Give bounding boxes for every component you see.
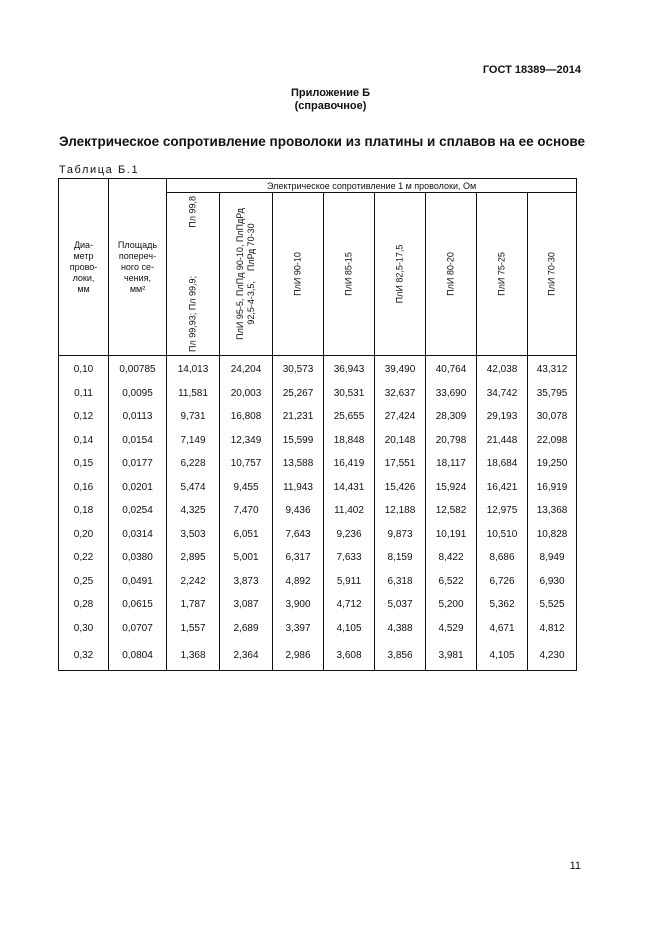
appendix-heading — [0, 87, 661, 113]
cell-area: 0,0615 — [109, 593, 167, 617]
cell-area: 0,0154 — [109, 429, 167, 453]
cell-resistance: 35,795 — [528, 382, 577, 406]
cell-resistance: 30,573 — [273, 356, 324, 382]
header-alloy-pli-955 — [220, 193, 273, 356]
header-area-line: Площадь — [117, 239, 158, 250]
cell-resistance: 4,529 — [426, 617, 477, 641]
cell-area: 0,0380 — [109, 546, 167, 570]
header-alloy-pli-955-line2: 92,5-4-3,5, ПлРд 70-30 — [246, 223, 256, 325]
cell-diameter: 0,18 — [59, 499, 109, 523]
cell-resistance: 5,200 — [426, 593, 477, 617]
table-row — [59, 570, 577, 594]
cell-resistance: 19,250 — [528, 452, 577, 476]
cell-resistance: 6,930 — [528, 570, 577, 594]
cell-resistance: 12,975 — [477, 499, 528, 523]
cell-resistance: 7,633 — [324, 546, 375, 570]
cell-resistance: 3,503 — [167, 523, 220, 547]
cell-resistance: 12,188 — [375, 499, 426, 523]
cell-resistance: 11,402 — [324, 499, 375, 523]
cell-resistance: 9,236 — [324, 523, 375, 547]
cell-resistance: 27,424 — [375, 405, 426, 429]
page-number: 11 — [569, 860, 581, 872]
cell-resistance: 9,455 — [220, 476, 273, 500]
cell-resistance: 29,193 — [477, 405, 528, 429]
cell-diameter: 0,22 — [59, 546, 109, 570]
cell-resistance: 10,510 — [477, 523, 528, 547]
cell-resistance: 13,588 — [273, 452, 324, 476]
table-row — [59, 452, 577, 476]
header-alloy-pl-right: Пл 99,8 — [187, 196, 198, 228]
cell-resistance: 18,684 — [477, 452, 528, 476]
cell-resistance: 13,368 — [528, 499, 577, 523]
cell-resistance: 1,787 — [167, 593, 220, 617]
cell-resistance: 4,325 — [167, 499, 220, 523]
header-diameter-line: мм — [77, 283, 90, 294]
cell-resistance: 4,105 — [477, 640, 528, 671]
cell-resistance: 3,397 — [273, 617, 324, 641]
header-alloy-pli-8020-text: ПлИ 80-20 — [445, 252, 456, 296]
table-row — [59, 356, 577, 382]
table-body — [59, 356, 577, 671]
cell-resistance: 5,911 — [324, 570, 375, 594]
cell-resistance: 5,001 — [220, 546, 273, 570]
cell-area: 0,0804 — [109, 640, 167, 671]
cell-resistance: 30,078 — [528, 405, 577, 429]
header-alloy-pli-9010 — [273, 193, 324, 356]
cell-resistance: 11,581 — [167, 382, 220, 406]
cell-resistance: 30,531 — [324, 382, 375, 406]
cell-resistance: 33,690 — [426, 382, 477, 406]
header-area — [109, 179, 167, 356]
header-alloy-pl — [167, 193, 220, 356]
cell-diameter: 0,10 — [59, 356, 109, 382]
cell-resistance: 17,551 — [375, 452, 426, 476]
table-row — [59, 429, 577, 453]
table-row — [59, 405, 577, 429]
appendix-subtitle: (справочное) — [294, 100, 367, 112]
cell-resistance: 20,003 — [220, 382, 273, 406]
cell-resistance: 16,419 — [324, 452, 375, 476]
header-alloy-pli-955-line1: ПлИ 95-5, ПлПд 90-10, ПлПдРд — [235, 208, 245, 340]
cell-diameter: 0,15 — [59, 452, 109, 476]
cell-resistance: 39,490 — [375, 356, 426, 382]
cell-resistance: 16,919 — [528, 476, 577, 500]
cell-diameter: 0,32 — [59, 640, 109, 671]
cell-resistance: 3,873 — [220, 570, 273, 594]
cell-diameter: 0,14 — [59, 429, 109, 453]
cell-resistance: 22,098 — [528, 429, 577, 453]
table-label: Таблица Б.1 — [59, 164, 140, 176]
table-row — [59, 546, 577, 570]
resistance-table — [58, 178, 577, 671]
cell-resistance: 1,368 — [167, 640, 220, 671]
cell-resistance: 25,655 — [324, 405, 375, 429]
header-area-line: чения, — [123, 272, 152, 283]
appendix-title: Приложение Б — [290, 87, 371, 99]
cell-resistance: 6,051 — [220, 523, 273, 547]
cell-resistance: 40,764 — [426, 356, 477, 382]
cell-resistance: 5,474 — [167, 476, 220, 500]
cell-resistance: 4,812 — [528, 617, 577, 641]
cell-resistance: 14,013 — [167, 356, 220, 382]
cell-diameter: 0,28 — [59, 593, 109, 617]
header-diameter — [59, 179, 109, 356]
cell-resistance: 20,148 — [375, 429, 426, 453]
cell-resistance: 7,643 — [273, 523, 324, 547]
header-resistance-group: Электрическое сопротивление 1 м проволоки, Ом — [167, 179, 577, 193]
cell-resistance: 34,742 — [477, 382, 528, 406]
cell-resistance: 24,204 — [220, 356, 273, 382]
cell-resistance: 16,808 — [220, 405, 273, 429]
table-row — [59, 617, 577, 641]
cell-resistance: 4,892 — [273, 570, 324, 594]
cell-resistance: 12,349 — [220, 429, 273, 453]
header-alloy-pli-7525 — [477, 193, 528, 356]
cell-resistance: 2,689 — [220, 617, 273, 641]
cell-area: 0,0314 — [109, 523, 167, 547]
cell-resistance: 36,943 — [324, 356, 375, 382]
cell-resistance: 4,105 — [324, 617, 375, 641]
header-alloy-pli-8255 — [375, 193, 426, 356]
cell-resistance: 25,267 — [273, 382, 324, 406]
table-row — [59, 593, 577, 617]
cell-resistance: 21,448 — [477, 429, 528, 453]
cell-resistance: 2,364 — [220, 640, 273, 671]
cell-resistance: 2,986 — [273, 640, 324, 671]
cell-resistance: 18,117 — [426, 452, 477, 476]
table-row — [59, 499, 577, 523]
cell-resistance: 2,895 — [167, 546, 220, 570]
cell-resistance: 32,637 — [375, 382, 426, 406]
cell-resistance: 3,087 — [220, 593, 273, 617]
header-area-line: мм² — [129, 283, 146, 294]
cell-resistance: 6,228 — [167, 452, 220, 476]
header-alloy-pli-8020 — [426, 193, 477, 356]
page-title: Электрическое сопротивление проволоки из платины и сплавов на ее основе — [59, 134, 586, 149]
cell-resistance: 10,828 — [528, 523, 577, 547]
header-diameter-line: метр — [73, 250, 94, 261]
header-diameter-line: Диа- — [73, 239, 94, 250]
cell-resistance: 9,731 — [167, 405, 220, 429]
cell-resistance: 5,525 — [528, 593, 577, 617]
cell-resistance: 6,726 — [477, 570, 528, 594]
cell-resistance: 4,388 — [375, 617, 426, 641]
cell-area: 0,0201 — [109, 476, 167, 500]
cell-resistance: 28,309 — [426, 405, 477, 429]
cell-diameter: 0,16 — [59, 476, 109, 500]
header-alloy-pli-7030-text: ПлИ 70-30 — [546, 252, 557, 296]
cell-resistance: 8,159 — [375, 546, 426, 570]
cell-resistance: 7,149 — [167, 429, 220, 453]
cell-resistance: 10,191 — [426, 523, 477, 547]
cell-area: 0,00785 — [109, 356, 167, 382]
cell-resistance: 8,686 — [477, 546, 528, 570]
cell-resistance: 4,712 — [324, 593, 375, 617]
table-row — [59, 382, 577, 406]
cell-diameter: 0,11 — [59, 382, 109, 406]
cell-diameter: 0,30 — [59, 617, 109, 641]
table-row — [59, 640, 577, 671]
cell-area: 0,0491 — [109, 570, 167, 594]
cell-resistance: 20,798 — [426, 429, 477, 453]
header-diameter-line: локи, — [72, 272, 95, 283]
header-area-line: ного се- — [120, 261, 155, 272]
cell-area: 0,0095 — [109, 382, 167, 406]
cell-area: 0,0707 — [109, 617, 167, 641]
cell-resistance: 9,436 — [273, 499, 324, 523]
cell-resistance: 15,924 — [426, 476, 477, 500]
header-alloy-pli-7030 — [528, 193, 577, 356]
cell-resistance: 2,242 — [167, 570, 220, 594]
cell-resistance: 11,943 — [273, 476, 324, 500]
header-alloy-pli-8255-text: ПлИ 82,5-17,5 — [394, 244, 405, 304]
cell-resistance: 12,582 — [426, 499, 477, 523]
cell-resistance: 6,522 — [426, 570, 477, 594]
cell-diameter: 0,20 — [59, 523, 109, 547]
cell-resistance: 14,431 — [324, 476, 375, 500]
cell-area: 0,0254 — [109, 499, 167, 523]
cell-resistance: 18,848 — [324, 429, 375, 453]
cell-resistance: 4,230 — [528, 640, 577, 671]
cell-resistance: 4,671 — [477, 617, 528, 641]
table-row — [59, 523, 577, 547]
cell-area: 0,0177 — [109, 452, 167, 476]
cell-resistance: 1,557 — [167, 617, 220, 641]
cell-resistance: 3,856 — [375, 640, 426, 671]
cell-resistance: 15,426 — [375, 476, 426, 500]
table-row — [59, 476, 577, 500]
cell-area: 0,0113 — [109, 405, 167, 429]
cell-resistance: 8,422 — [426, 546, 477, 570]
cell-resistance: 42,038 — [477, 356, 528, 382]
header-diameter-line: прово- — [69, 261, 98, 272]
header-area-line: попереч- — [118, 250, 157, 261]
header-alloy-pl-left: Пл 99,93; Пл 99,9; — [187, 276, 198, 352]
cell-resistance: 10,757 — [220, 452, 273, 476]
cell-diameter: 0,25 — [59, 570, 109, 594]
cell-resistance: 9,873 — [375, 523, 426, 547]
cell-resistance: 3,981 — [426, 640, 477, 671]
cell-resistance: 5,037 — [375, 593, 426, 617]
cell-resistance: 8,949 — [528, 546, 577, 570]
cell-resistance: 7,470 — [220, 499, 273, 523]
header-alloy-pli-9010-text: ПлИ 90-10 — [292, 252, 303, 296]
cell-resistance: 6,318 — [375, 570, 426, 594]
cell-resistance: 5,362 — [477, 593, 528, 617]
cell-diameter: 0,12 — [59, 405, 109, 429]
cell-resistance: 3,900 — [273, 593, 324, 617]
cell-resistance: 3,608 — [324, 640, 375, 671]
document-code: ГОСТ 18389—2014 — [482, 64, 581, 76]
cell-resistance: 16,421 — [477, 476, 528, 500]
header-alloy-pli-7525-text: ПлИ 75-25 — [496, 252, 507, 296]
header-alloy-pli-8515-text: ПлИ 85-15 — [343, 252, 354, 296]
cell-resistance: 6,317 — [273, 546, 324, 570]
cell-resistance: 43,312 — [528, 356, 577, 382]
cell-resistance: 21,231 — [273, 405, 324, 429]
cell-resistance: 15,599 — [273, 429, 324, 453]
header-alloy-pli-8515 — [324, 193, 375, 356]
